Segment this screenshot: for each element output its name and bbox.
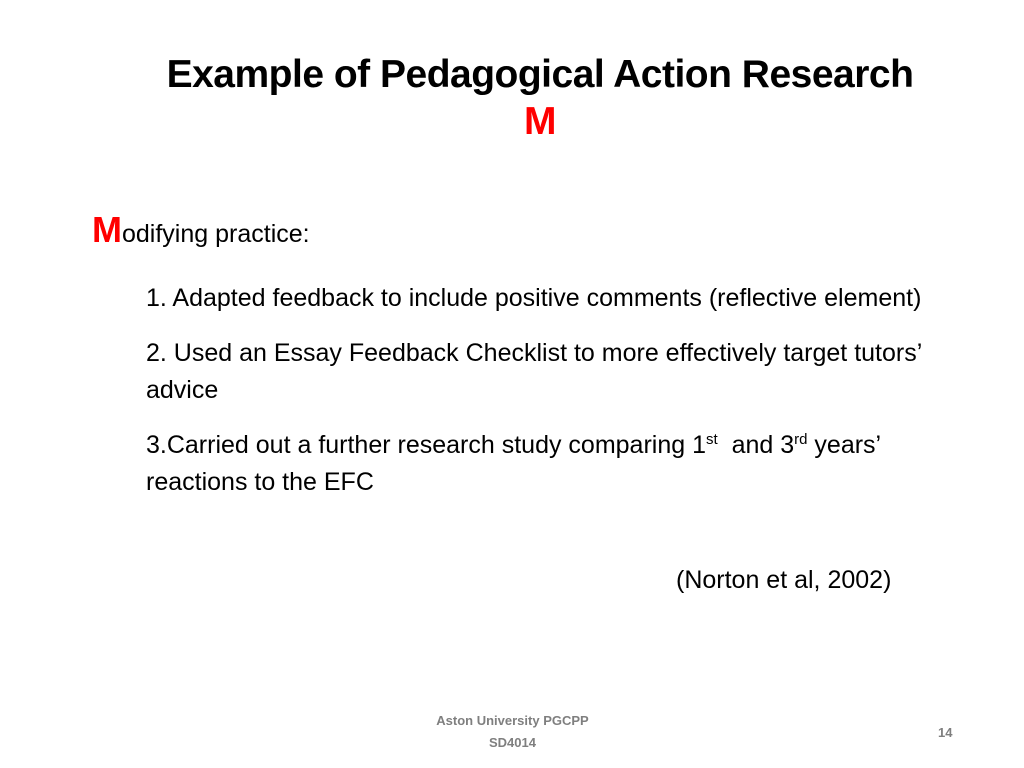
citation: (Norton et al, 2002) [676,566,892,594]
footer-line-2: SD4014 [489,735,536,750]
lead-initial-letter: M [92,209,122,250]
slide-title-letter: M [524,100,556,143]
slide-number: 14 [938,725,953,740]
lead-text: odifying practice: [122,220,310,248]
point-3-superscript-2: rd [794,431,808,448]
footer [385,710,640,754]
lead-line [92,210,310,254]
footer-line-1: Aston University PGCPP [436,713,589,728]
slide-title [60,50,1020,144]
points-list [146,280,946,519]
point-2: 2. Used an Essay Feedback Checklist to more effectively target tutors’ advice [146,339,922,404]
point-1: 1. Adapted feedback to include positive comments (reflective element) [146,284,922,312]
point-3-part-1: 3.Carried out a further research study comparing 1 [146,431,706,459]
point-3 [146,427,946,501]
point-3-part-3: years’ reactions to the EFC [146,431,881,496]
point-3-superscript-1: st [706,431,718,448]
point-3-part-2: and 3 [717,431,795,459]
slide-title-text: Example of Pedagogical Action Research [166,53,914,96]
